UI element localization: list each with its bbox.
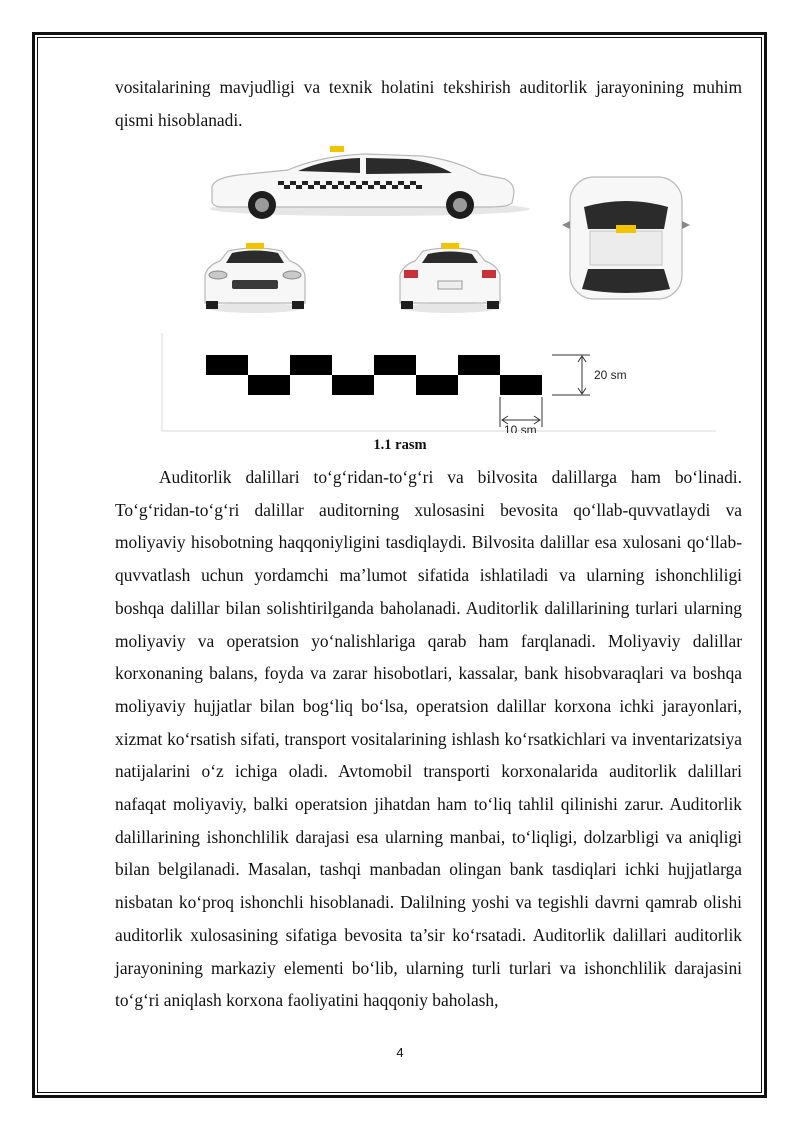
paragraph-top: vositalarining mavjudligi va texnik holatini tekshirish auditorlik jarayonining muhim qismi hisoblanadi. [115,77,742,130]
width-dimension-label: 10 sm [504,423,537,433]
checker-strip [206,355,542,395]
taxi-top-view [562,177,690,299]
paragraph-main: Auditorlik dalillari to‘g‘ridan-to‘g‘ri va bilvosita dalillarga ham bo‘linadi. To‘g‘ridan-to‘g‘ri dalillar auditorning xulosasini bevosita qo‘llab-quvvatlaydi va moliyaviy hisobotning haqqoniyligini tasdiqlaydi. Bilvosita dalillar esa xulosani qo‘llab-quvvatlash uchun yordamchi ma’lumot sifatida ishlatiladi va ularning ishonchliligi boshqa dalillar bilan solishtirilganda baholanadi. Auditorlik dalillarining turlari ularning moliyaviy va operatsion yo‘nalishlariga qarab ham farqlanadi. Moliyaviy dalillar korxonaning balans, foyda va zarar hisobotlari, kassalar, bank hisobvaraqlari va boshqa moliyaviy hujjatlar bilan bog‘liq bo‘lsa, operatsion dalillar korxona ichki jarayonlari, xizmat ko‘rsatish sifati, transport vositalarining ishlash ko‘rsatkichlari va inventarizatsiya natijalarini o‘z ichiga oladi. Avtomobil transporti korxonalarida auditorlik dalillari nafaqat moliyaviy, balki operatsion jihatdan ham to‘liq tahlil qilinishi zarur. Auditorlik dalillarining ishonchlilik darajasi esa ularning manbai, to‘liqligi, dolzarbligi va aniqligi bilan belgilanadi. Masalan, tashqi manbadan olingan bank tasdiqlari ichki hujjatlarga nisbatan ko‘proq ishonchli hisoblanadi. Dalilning yoshi va tegishli davrni qamrab olishi auditorlik xulosasining sifatiga bevosita ta’sir ko‘rsatadi. Auditorlik dalillari auditorlik jarayonining markaziy elementi bo‘lib, ularning turli turlari va ishonchlilik darajasini to‘g‘ri aniqlash korxona faoliyatini haqqoniy baholash, [115,467,742,1011]
height-dimension-label: 20 sm [594,368,627,382]
taxi-side-view [210,146,530,219]
page-number: 4 [396,1045,404,1060]
height-dimension [552,355,590,395]
figure-caption: 1.1 rasm [373,437,427,453]
taxi-figure [160,143,720,433]
taxi-front-view [205,243,305,313]
taxi-rear-view [400,243,500,313]
